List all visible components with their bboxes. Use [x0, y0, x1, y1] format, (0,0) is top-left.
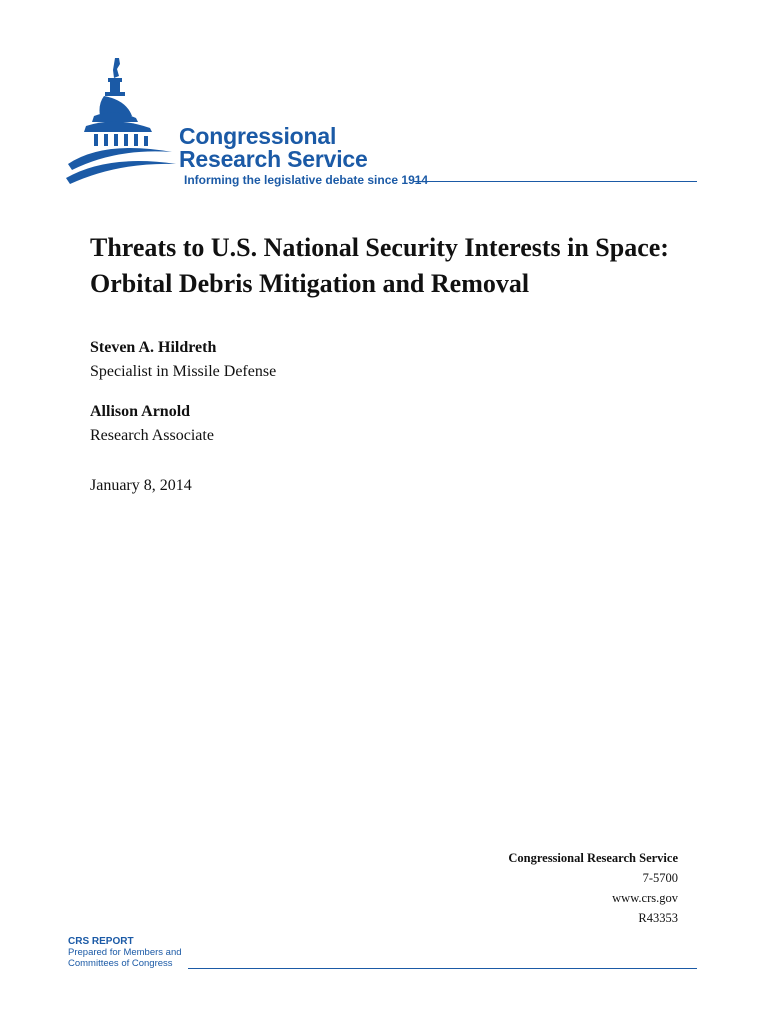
brand-name [179, 125, 368, 171]
footer-divider [188, 968, 697, 969]
brand-tagline: Informing the legislative debate since 1914 [184, 173, 429, 187]
capitol-dome-icon [64, 56, 182, 190]
brand-name-line2: Research Service [179, 146, 368, 172]
publisher-info [508, 848, 678, 928]
report-number: R43353 [638, 911, 678, 925]
author-block [90, 336, 276, 384]
author-block [90, 400, 214, 448]
author-name: Allison Arnold [90, 403, 191, 420]
footer-line1: Prepared for Members and [68, 947, 182, 958]
report-title: Threats to U.S. National Security Interests in Space: Orbital Debris Mitigation and Removal [90, 233, 669, 298]
footer-line2: Committees of Congress [68, 958, 173, 969]
brand-name-line1: Congressional [179, 123, 337, 149]
author-name: Steven A. Hildreth [90, 339, 217, 356]
footer-label [68, 936, 182, 969]
publisher-org: Congressional Research Service [508, 851, 678, 865]
publisher-website[interactable]: www.crs.gov [612, 891, 678, 905]
report-date: January 8, 2014 [90, 477, 192, 494]
footer-report-label: CRS REPORT [68, 936, 134, 947]
header-divider [414, 181, 697, 182]
author-role: Research Associate [90, 427, 214, 444]
author-role: Specialist in Missile Defense [90, 363, 277, 380]
publisher-phone: 7-5700 [642, 871, 678, 885]
crs-logo [64, 56, 704, 196]
